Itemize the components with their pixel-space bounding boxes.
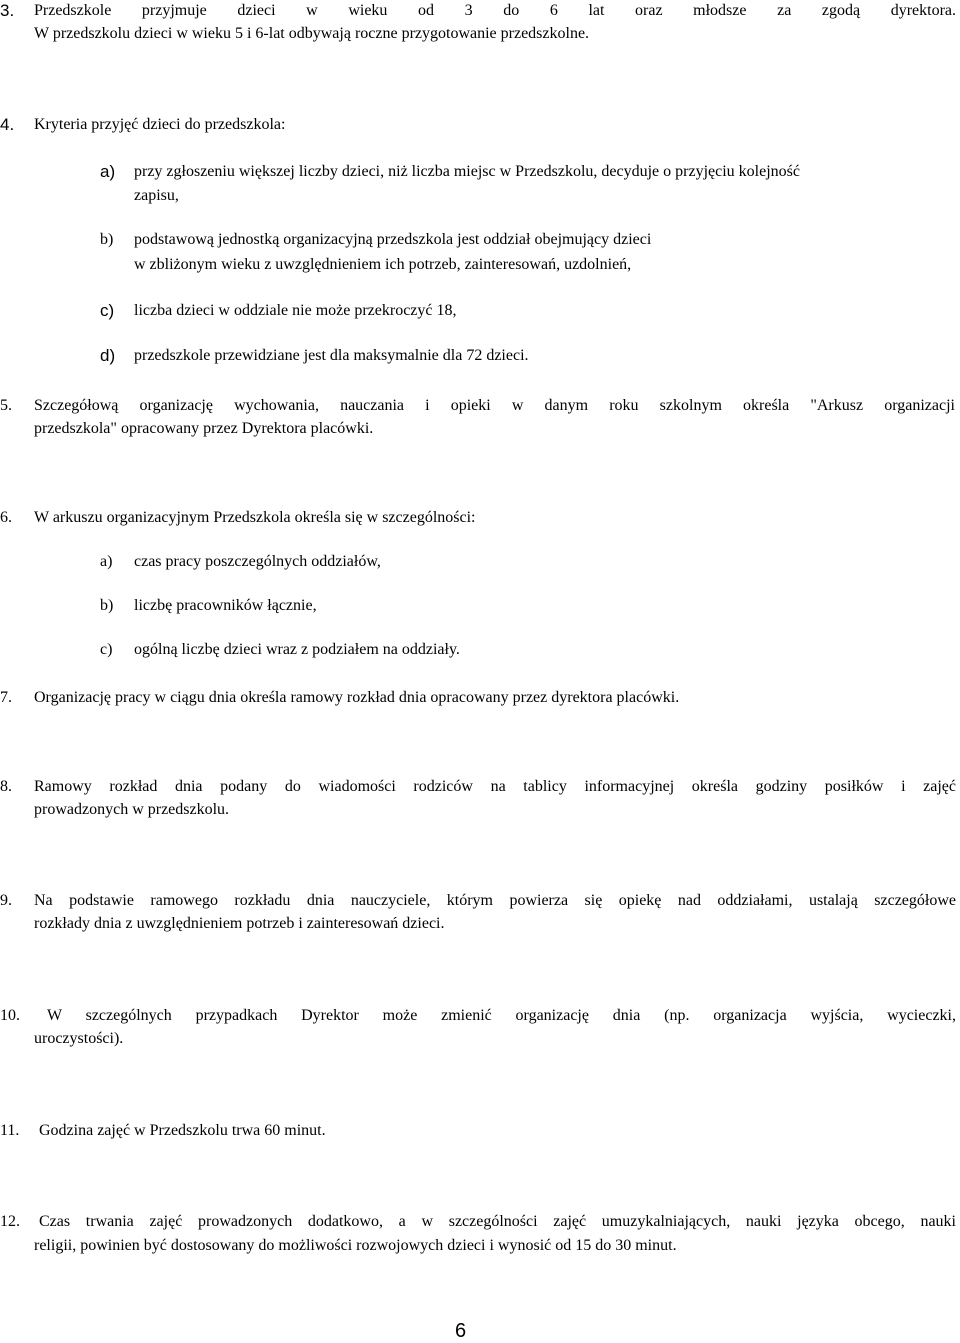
paragraph-text-line: prowadzonych w przedszkolu. bbox=[34, 801, 230, 818]
list-item-letter: b) bbox=[100, 231, 114, 248]
paragraph-text-line: Szczegółową organizację wychowania, nauczania i opieki w danym roku szkolnym określa "Arkusz organizacji bbox=[34, 397, 955, 414]
page-number: 6 bbox=[455, 1320, 467, 1342]
paragraph-number: 8. bbox=[0, 778, 12, 795]
paragraph-text-line: Na podstawie ramowego rozkładu dnia nauczyciele, którym powierza się opiekę nad oddziałami, ustalają szczegółowe bbox=[34, 892, 956, 909]
paragraph-text-line: Godzina zajęć w Przedszkolu trwa 60 minut. bbox=[39, 1122, 326, 1139]
paragraph-number: 9. bbox=[0, 892, 12, 909]
paragraph-number: 6. bbox=[0, 509, 12, 526]
paragraph-text-line: Organizację pracy w ciągu dnia określa ramowy rozkład dnia opracowany przez dyrektora placówki. bbox=[34, 689, 680, 706]
paragraph-number: 4. bbox=[0, 115, 15, 134]
paragraph-text-line: uroczystości). bbox=[34, 1030, 124, 1047]
paragraph-text-line: Przedszkole przyjmuje dzieci w wieku od 3 do 6 lat oraz młodsze za zgodą dyrektora. bbox=[34, 2, 956, 19]
paragraph-number: 3. bbox=[0, 1, 15, 20]
paragraph-text-line: Ramowy rozkład dnia podany do wiadomości rodziców na tablicy informacyjnej określa godziny posiłków i zajęć bbox=[34, 778, 956, 795]
paragraph-text-line: rozkłady dnia z uwzględnieniem potrzeb i zainteresowań dzieci. bbox=[34, 915, 445, 932]
paragraph-text-line: W przedszkolu dzieci w wieku 5 i 6-lat odbywają roczne przygotowanie przedszkolne. bbox=[34, 25, 590, 42]
paragraph-text-line: Kryteria przyjęć dzieci do przedszkola: bbox=[34, 116, 286, 133]
paragraph-number: 12. bbox=[0, 1213, 20, 1230]
list-item-letter: c) bbox=[100, 301, 115, 320]
list-item-text-line: przedszkole przewidziane jest dla maksymalnie dla 72 dzieci. bbox=[134, 347, 529, 364]
list-item-text-line: przy zgłoszeniu większej liczby dzieci, niż liczba miejsc w Przedszkolu, decyduje o przyjęciu kolejność bbox=[134, 163, 800, 180]
list-item-text-line: liczbę pracowników łącznie, bbox=[134, 597, 317, 614]
list-item-text-line: zapisu, bbox=[134, 187, 179, 204]
paragraph-number: 7. bbox=[0, 689, 12, 706]
paragraph-text-line: Czas trwania zajęć prowadzonych dodatkowo, a w szczególności zajęć umuzykalniających, nauki języka obcego, nauki bbox=[39, 1213, 956, 1230]
list-item-text-line: liczba dzieci w oddziale nie może przekroczyć 18, bbox=[134, 302, 457, 319]
list-item-text-line: ogólną liczbę dzieci wraz z podziałem na oddziały. bbox=[134, 641, 460, 658]
list-item-text-line: podstawową jednostką organizacyjną przedszkola jest oddział obejmujący dzieci bbox=[134, 231, 652, 248]
list-item-letter: c) bbox=[100, 641, 113, 658]
list-item-letter: b) bbox=[100, 597, 114, 614]
list-item-letter: a) bbox=[100, 553, 113, 570]
list-item-text-line: w zbliżonym wieku z uwzględnieniem ich potrzeb, zainteresowań, uzdolnień, bbox=[134, 256, 632, 273]
list-item-text-line: czas pracy poszczególnych oddziałów, bbox=[134, 553, 381, 570]
paragraph-text-line: W arkuszu organizacyjnym Przedszkola określa się w szczególności: bbox=[34, 509, 476, 526]
paragraph-text-line: przedszkola" opracowany przez Dyrektora placówki. bbox=[34, 420, 374, 437]
list-item-letter: a) bbox=[100, 162, 116, 181]
paragraph-number: 5. bbox=[0, 397, 12, 414]
list-item-letter: d) bbox=[100, 346, 116, 365]
paragraph-number: 10. bbox=[0, 1007, 20, 1024]
paragraph-text-line: W szczególnych przypadkach Dyrektor może zmienić organizację dnia (np. organizacja wyjścia, wycieczki, bbox=[47, 1007, 956, 1024]
paragraph-text-line: religii, powinien być dostosowany do możliwości rozwojowych dzieci i wynosić od 15 do 30 minut. bbox=[34, 1237, 677, 1254]
paragraph-number: 11. bbox=[0, 1122, 20, 1139]
